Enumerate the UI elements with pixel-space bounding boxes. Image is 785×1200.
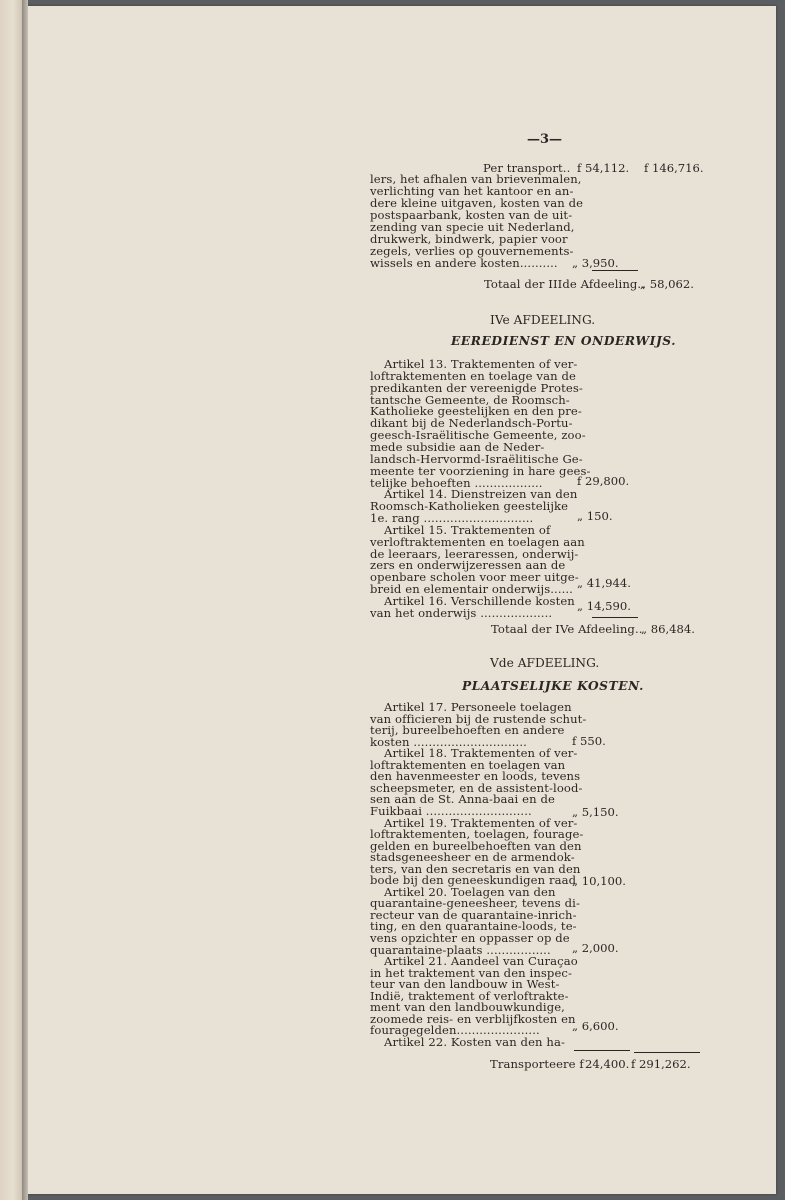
text-line: in het traktement van den inspec- — [370, 965, 573, 980]
section4-total-amount: „ 86,484. — [641, 622, 695, 636]
text-line: Artikel 16. Verschillende kosten — [384, 594, 575, 608]
section4-subheading: EEREDIENST EN ONDERWIJS. — [451, 334, 677, 348]
text-line: loftraktementen en toelage van de — [370, 368, 576, 383]
text-line: zers en onderwijzeressen aan de — [370, 558, 566, 573]
text-line: ters, van den secretaris en van den — [370, 861, 581, 876]
text-line: Artikel 21. Aandeel van Curaçao — [384, 954, 578, 969]
text-line: quarantaine-plaats ................. — [370, 942, 551, 957]
text-line: Artikel 22. Kosten van den ha- — [384, 1034, 565, 1049]
text-line: meente ter voorziening in hare gees- — [370, 463, 591, 478]
amount: „ 41,944. — [577, 576, 631, 590]
text-line: breid en elementair onderwijs...... — [370, 582, 573, 597]
sum-rule — [574, 1050, 630, 1051]
page-number: —3— — [527, 132, 563, 147]
text-line: quarantaine-geneesheer, tevens di- — [370, 896, 580, 911]
section3-amount: „ 3,950. — [572, 256, 619, 270]
amount: „ 6,600. — [572, 1019, 619, 1033]
text-line: bode bij den geneeskundigen raad — [370, 873, 577, 888]
text-line: scheepsmeter, en de assistent-lood- — [370, 780, 583, 795]
amount: „ 2,000. — [572, 941, 619, 955]
section4-heading: IVe AFDEELING. — [490, 313, 596, 327]
text-line: landsch-Hervormd-Israëlitische Ge- — [370, 451, 583, 466]
text-line: mede subsidie aan de Neder- — [370, 439, 545, 454]
amount: „ 10,100. — [572, 874, 626, 888]
text-line: Indië, traktement of verloftrakte- — [370, 988, 569, 1003]
text-line: loftraktementen en toelagen van — [370, 757, 566, 772]
amount: „ 5,150. — [572, 805, 619, 819]
amount: „ 150. — [577, 509, 613, 523]
facing-page-edge — [0, 0, 22, 1200]
text-line: Artikel 17. Personeele toelagen — [384, 700, 572, 714]
text-line: stadsgeneesheer en de armendok- — [370, 850, 575, 865]
text-line: ting, en den quarantaine-loods, te- — [370, 919, 577, 934]
text-line: zending van specie uit Nederland, — [370, 220, 575, 234]
footer-label: Transporteere f — [490, 1057, 584, 1071]
text-line: terij, bureelbehoeften en andere — [370, 723, 565, 738]
text-line: drukwerk, bindwerk, papier voor — [370, 232, 568, 246]
text-line: ment van den landbouwkundige, — [370, 1000, 565, 1015]
text-line: teur van den landbouw in West- — [370, 977, 560, 992]
text-line: Katholieke geestelijken en den pre- — [370, 404, 582, 419]
text-line: geesch-Israëlitische Gemeente, zoo- — [370, 428, 586, 443]
text-line: Artikel 18. Traktementen of ver- — [384, 746, 578, 761]
text-line: Artikel 13. Traktementen of ver- — [384, 357, 578, 371]
transport-col2: f 146,716. — [644, 161, 704, 175]
text-line: 1e. rang ............................. — [370, 511, 534, 526]
amount: f 29,800. — [577, 474, 630, 488]
transport-label: Per transport.. — [483, 161, 571, 175]
section3-total-label: Totaal der IIIde Afdeeling.. — [484, 277, 645, 291]
text-line: sen aan de St. Anna-baai en de — [370, 792, 555, 807]
text-line: telijke behoeften .................. — [370, 475, 543, 490]
text-line: den havenmeester en loods, tevens — [370, 769, 581, 784]
footer-col2: f 291,262. — [631, 1057, 691, 1071]
text-line: Artikel 20. Toelagen van den — [384, 884, 556, 899]
text-line: recteur van de quarantaine-inrich- — [370, 907, 577, 922]
text-line: van het onderwijs ................... — [370, 605, 553, 620]
text-line: fouragegelden...................... — [370, 1023, 540, 1038]
text-line: postspaarbank, kosten van de uit- — [370, 208, 573, 222]
text-line: zoomede reis- en verblijfkosten en — [370, 1011, 576, 1026]
text-line: tantsche Gemeente, de Roomsch- — [370, 392, 570, 407]
binding-gutter — [22, 0, 28, 1200]
section5-heading: Vde AFDEELING. — [490, 656, 600, 670]
text-line: kosten .............................. — [370, 734, 527, 749]
text-line: predikanten der vereenigde Protes- — [370, 380, 583, 395]
text-line: loftraktementen, toelagen, fourage- — [370, 827, 584, 842]
amount: f 550. — [572, 734, 606, 748]
section4-total-label: Totaal der IVe Afdeeling.. — [491, 622, 643, 636]
text-line: verloftraktementen en toelagen aan — [370, 534, 585, 549]
text-line: zegels, verlies op gouvernements- — [370, 244, 574, 258]
text-line: dikant bij de Nederlandsch-Portu- — [370, 416, 573, 431]
text-line: gelden en bureelbehoeften van den — [370, 838, 582, 853]
text-line: Artikel 19. Traktementen of ver- — [384, 815, 578, 830]
text-line: verlichting van het kantoor en an- — [370, 184, 574, 198]
text-line: vens opzichter en oppasser op de — [370, 931, 570, 945]
sum-rule — [592, 270, 638, 271]
transport-col1: f 54,112. — [577, 161, 630, 175]
text-line: Roomsch-Katholieken geestelijke — [370, 499, 569, 514]
text-line: van officieren bij de rustende schut- — [370, 711, 587, 726]
text-line: openbare scholen voor meer uitge- — [370, 570, 579, 585]
text-line: Artikel 14. Dienstreizen van den — [384, 487, 578, 502]
text-line: lers, het afhalen van brievenmalen, — [370, 172, 582, 186]
text-line: de leeraars, leeraressen, onderwij- — [370, 546, 579, 561]
text-line: Artikel 15. Traktementen of — [384, 522, 551, 537]
section3-total-amount: „ 58,062. — [640, 277, 694, 291]
section5-subheading: PLAATSELIJKE KOSTEN. — [462, 679, 644, 693]
text-line: dere kleine uitgaven, kosten van de — [370, 196, 584, 210]
text-line: wissels en andere kosten.......... — [370, 256, 558, 270]
footer-col1: 24,400. — [585, 1057, 630, 1071]
sum-rule — [592, 617, 638, 618]
sum-rule — [634, 1052, 700, 1053]
text-line: Fuikbaai ............................ — [370, 803, 532, 818]
amount: „ 14,590. — [577, 599, 631, 613]
